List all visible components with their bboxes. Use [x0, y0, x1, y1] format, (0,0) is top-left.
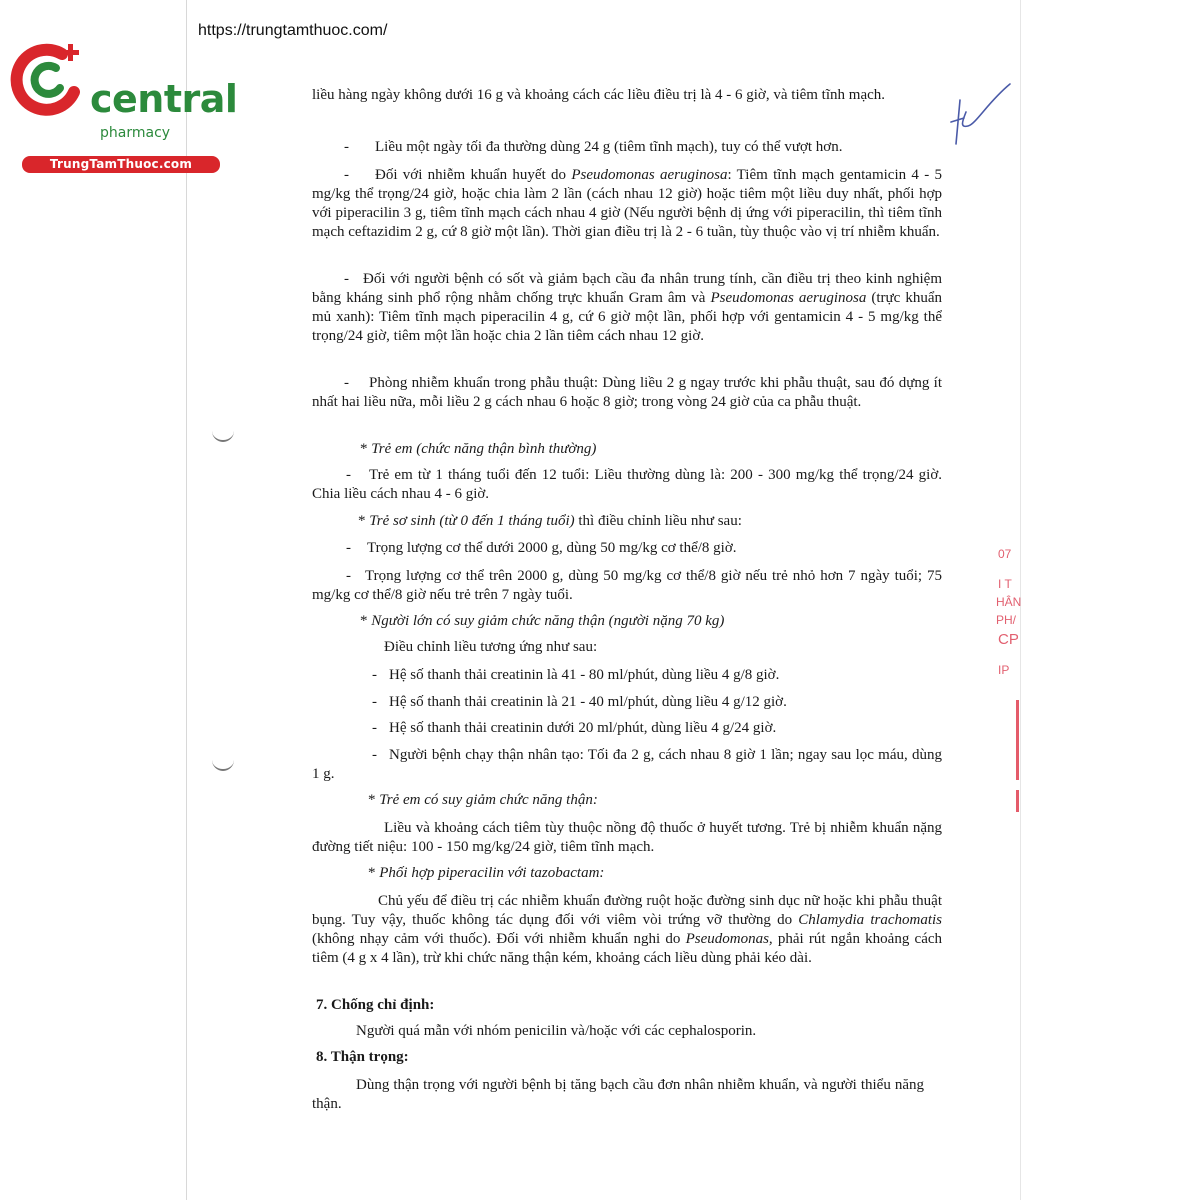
source-url[interactable]: https://trungtamthuoc.com/	[198, 22, 388, 39]
section-heading-7: 7. Chống chỉ định:	[316, 997, 435, 1013]
punch-hole-mark	[212, 757, 234, 771]
paragraph: - Trọng lượng cơ thể trên 2000 g, dùng 50 mg/kg cơ thể/8 giờ nếu trẻ nhỏ hơn 7 ngày tuổi; 75 mg/kg cơ thể/8 giờ nếu trẻ trên 7 ngày tuổi.	[312, 568, 942, 603]
logo-wordmark: central	[90, 77, 238, 121]
paragraph: - Đối với nhiễm khuẩn huyết do Pseudomonas aeruginosa: Tiêm tĩnh mạch gentamicin 4 - 5 mg/kg thể trọng/24 giờ, hoặc chia làm 2 lần (cách nhau 12 giờ) hoặc tiêm một liều duy nhất, phối hợp với piperacilin 3 g, tiêm tĩnh mạch cách nhau 4 giờ (Nếu người bệnh dị ứng với piperacilin, thì tiêm tĩnh mạch ceftazidim 2 g, cứ 8 giờ một lần). Thời gian điều trị là 2 - 6 tuần, tùy thuộc vào vị trí nhiễm khuẩn.	[312, 167, 943, 240]
logo-banner: TrungTamThuoc.com	[22, 156, 220, 173]
stamp-text: HÂN	[996, 595, 1022, 609]
paragraph: Dùng thận trọng với người bệnh bị tăng bạch cầu đơn nhân nhiễm khuẩn, và người thiểu năng thận.	[312, 1077, 924, 1112]
central-pharmacy-logo[interactable]	[10, 38, 238, 171]
section-heading-8: 8. Thận trọng:	[316, 1049, 409, 1065]
sub-heading: * Trẻ sơ sinh (từ 0 đến 1 tháng tuổi) thì điều chỉnh liều như sau:	[358, 513, 742, 529]
sub-heading: * Người lớn có suy giảm chức năng thận (người nặng 70 kg)	[360, 613, 725, 629]
stamp-text: 07	[998, 547, 1012, 561]
bullet-item: - Hệ số thanh thải creatinin là 21 - 40 ml/phút, dùng liều 4 g/12 giờ.	[372, 694, 787, 710]
stamp-text: I T	[998, 577, 1012, 591]
punch-hole-mark	[212, 428, 234, 442]
signature-mark-icon	[948, 82, 1018, 162]
stamp-text: IP	[998, 663, 1010, 677]
bullet-item: - Hệ số thanh thải creatinin dưới 20 ml/phút, dùng liều 4 g/24 giờ.	[372, 720, 777, 736]
paragraph: - Trẻ em từ 1 tháng tuổi đến 12 tuổi: Liều thường dùng là: 200 - 300 mg/kg thể trọng/24 giờ. Chia liều cách nhau 4 - 6 giờ.	[312, 467, 942, 502]
bullet-item: - Liều một ngày tối đa thường dùng 24 g (tiêm tĩnh mạch), tuy có thể vượt hơn.	[344, 139, 843, 155]
paragraph: Điều chỉnh liều tương ứng như sau:	[384, 639, 598, 655]
sub-heading: * Trẻ em có suy giảm chức năng thận:	[368, 792, 598, 808]
bullet-item: - Trọng lượng cơ thể dưới 2000 g, dùng 50 mg/kg cơ thể/8 giờ.	[346, 540, 737, 556]
logo-subtitle: pharmacy	[100, 125, 171, 141]
sub-heading: * Phối hợp piperacilin với tazobactam:	[368, 865, 605, 881]
stamp-text: PH/	[996, 613, 1017, 627]
stamp-fragment	[992, 540, 1022, 690]
logo-c-mark-icon	[10, 38, 90, 118]
stamp-text: CP	[998, 631, 1019, 648]
paragraph: Người quá mẫn với nhóm penicilin và/hoặc với các cephalosporin.	[356, 1023, 757, 1039]
page-left-edge	[186, 0, 187, 1200]
bullet-item: - Hệ số thanh thải creatinin là 41 - 80 ml/phút, dùng liều 4 g/8 giờ.	[372, 667, 780, 683]
stamp-edge-mark	[1016, 790, 1019, 812]
stamp-edge-mark	[1016, 700, 1019, 780]
paragraph: Liều và khoảng cách tiêm tùy thuộc nồng độ thuốc ở huyết tương. Trẻ bị nhiễm khuẩn nặng đường tiết niệu: 100 - 150 mg/kg/24 giờ, tiêm tĩnh mạch.	[312, 820, 942, 855]
paragraph: Chủ yếu để điều trị các nhiễm khuẩn đường ruột hoặc đường sinh dục nữ hoặc khi phẫu thuật bụng. Tuy vậy, thuốc không tác dụng đối với viêm vòi trứng vỡ thường do Chlamydia trachomatis (không nhạy cảm với thuốc). Đối với nhiễm khuẩn nghi do Pseudomonas, phải rút ngắn khoảng cách tiêm (4 g x 4 lần), trừ khi chức năng thận kém, khoảng cách liều dùng phải kéo dài.	[312, 893, 943, 966]
paragraph: - Người bệnh chạy thận nhân tạo: Tối đa 2 g, cách nhau 8 giờ 1 lần; ngay sau lọc máu, dùng 1 g.	[312, 747, 942, 782]
paragraph: liều hàng ngày không dưới 16 g và khoảng cách các liều điều trị là 4 - 6 giờ, và tiêm tĩnh mạch.	[312, 87, 886, 103]
paragraph: - Phòng nhiễm khuẩn trong phẫu thuật: Dùng liều 2 g ngay trước khi phẫu thuật, sau đó dựng ít nhất hai liều nữa, mỗi liều 2 g cách nhau 6 hoặc 8 giờ; trong vòng 24 giờ của ca phẫu thuật.	[312, 375, 942, 410]
sub-heading: * Trẻ em (chức năng thận bình thường)	[360, 441, 597, 457]
paragraph: - Đối với người bệnh có sốt và giảm bạch cầu đa nhân trung tính, cần điều trị theo kinh nghiệm bằng kháng sinh phổ rộng nhằm chống trực khuẩn Gram âm và Pseudomonas aeruginosa (trực khuẩn mủ xanh): Tiêm tĩnh mạch piperacilin 4 g, cứ 6 giờ một lần, phối hợp với gentamicin 4 - 5 mg/kg thể trọng/24 giờ, tiêm một lần hoặc chia 2 lần tiêm cách nhau 12 giờ.	[312, 271, 943, 344]
